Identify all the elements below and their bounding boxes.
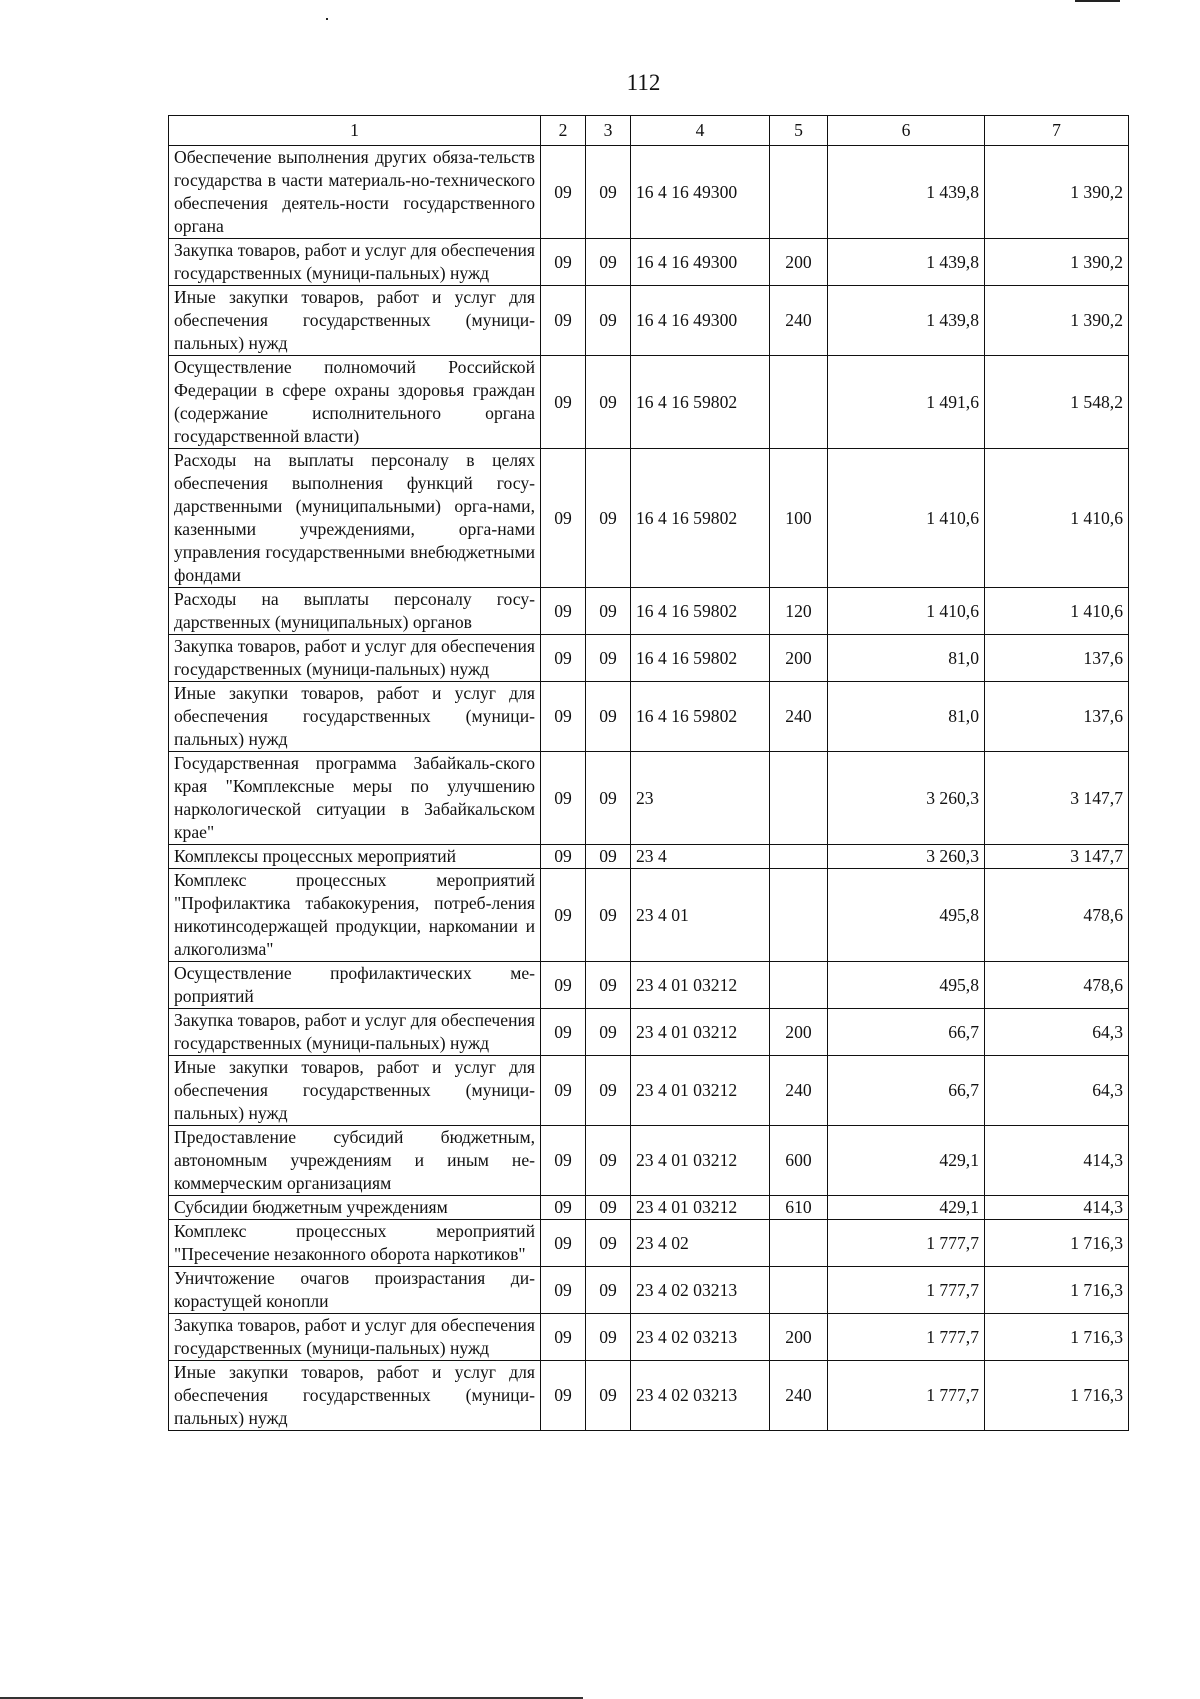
header-col-6: 6 [828, 116, 985, 146]
row-amount-1-cell: 1 777,7 [828, 1267, 985, 1314]
row-name-cell: Комплекс процессных мероприятий "Пресечение незаконного оборота наркотиков" [169, 1220, 541, 1267]
row-name-cell: Закупка товаров, работ и услуг для обеспечения государственных (муници-пальных) нужд [169, 635, 541, 682]
row-name-cell: Иные закупки товаров, работ и услуг для обеспечения государственных (муници-пальных) нужд [169, 1056, 541, 1126]
row-name-cell: Иные закупки товаров, работ и услуг для обеспечения государственных (муници-пальных) нужд [169, 286, 541, 356]
row-code-cell: 16 4 16 59802 [631, 588, 770, 635]
row-amount-2-cell: 478,6 [985, 962, 1129, 1009]
row-amount-2-cell: 137,6 [985, 635, 1129, 682]
row-col3-cell: 09 [586, 449, 631, 588]
row-code-cell: 23 4 02 [631, 1220, 770, 1267]
row-amount-1-cell: 1 410,6 [828, 449, 985, 588]
row-col2-cell: 09 [541, 1126, 586, 1196]
header-col-4: 4 [631, 116, 770, 146]
table-row [169, 1009, 1129, 1056]
row-type-cell [770, 962, 828, 1009]
row-amount-1-cell: 1 439,8 [828, 146, 985, 239]
row-amount-1-cell: 1 491,6 [828, 356, 985, 449]
row-code-cell: 23 4 01 03212 [631, 1196, 770, 1220]
table-row [169, 1267, 1129, 1314]
row-name-cell: Государственная программа Забайкаль-ского края "Комплексные меры по улучшению наркологической ситуации в Забайкальском крае" [169, 752, 541, 845]
row-code-cell: 23 4 01 03212 [631, 1126, 770, 1196]
table-row [169, 239, 1129, 286]
row-col3-cell: 09 [586, 962, 631, 1009]
row-code-cell: 16 4 16 59802 [631, 682, 770, 752]
row-col2-cell: 09 [541, 1361, 586, 1431]
row-amount-1-cell: 429,1 [828, 1126, 985, 1196]
row-amount-1-cell: 66,7 [828, 1056, 985, 1126]
row-amount-1-cell: 3 260,3 [828, 752, 985, 845]
row-amount-1-cell: 1 410,6 [828, 588, 985, 635]
row-name-cell: Иные закупки товаров, работ и услуг для обеспечения государственных (муници-пальных) нужд [169, 682, 541, 752]
row-amount-1-cell: 66,7 [828, 1009, 985, 1056]
row-code-cell: 16 4 16 59802 [631, 449, 770, 588]
row-col3-cell: 09 [586, 1009, 631, 1056]
row-name-cell: Субсидии бюджетным учреждениям [169, 1196, 541, 1220]
row-name-cell: Закупка товаров, работ и услуг для обеспечения государственных (муници-пальных) нужд [169, 239, 541, 286]
row-col3-cell: 09 [586, 1361, 631, 1431]
table-row [169, 286, 1129, 356]
row-col2-cell: 09 [541, 869, 586, 962]
row-code-cell: 23 4 [631, 845, 770, 869]
row-name-cell: Расходы на выплаты персоналу госу-дарственных (муниципальных) органов [169, 588, 541, 635]
row-code-cell: 23 4 02 03213 [631, 1267, 770, 1314]
row-amount-1-cell: 1 777,7 [828, 1220, 985, 1267]
table-row [169, 1196, 1129, 1220]
row-type-cell: 100 [770, 449, 828, 588]
row-code-cell: 23 4 02 03213 [631, 1314, 770, 1361]
row-col3-cell: 09 [586, 1220, 631, 1267]
page-number: 112 [626, 70, 661, 95]
row-code-cell: 23 4 01 03212 [631, 1056, 770, 1126]
row-amount-1-cell: 1 777,7 [828, 1314, 985, 1361]
row-col3-cell: 09 [586, 356, 631, 449]
row-col3-cell: 09 [586, 239, 631, 286]
row-amount-1-cell: 495,8 [828, 962, 985, 1009]
row-amount-1-cell: 495,8 [828, 869, 985, 962]
row-type-cell [770, 869, 828, 962]
row-col3-cell: 09 [586, 1267, 631, 1314]
row-type-cell [770, 752, 828, 845]
row-type-cell: 120 [770, 588, 828, 635]
table-row [169, 356, 1129, 449]
row-name-cell: Иные закупки товаров, работ и услуг для обеспечения государственных (муници-пальных) нужд [169, 1361, 541, 1431]
row-amount-2-cell: 1 410,6 [985, 588, 1129, 635]
row-code-cell: 23 4 02 03213 [631, 1361, 770, 1431]
row-col3-cell: 09 [586, 1056, 631, 1126]
row-name-cell: Уничтожение очагов произрастания ди-корастущей конопли [169, 1267, 541, 1314]
table-row [169, 1220, 1129, 1267]
row-col3-cell: 09 [586, 588, 631, 635]
row-name-cell: Обеспечение выполнения других обяза-тельств государства в части материаль-но-технического обеспечения деятель-ности государственного органа [169, 146, 541, 239]
row-amount-2-cell: 64,3 [985, 1056, 1129, 1126]
row-name-cell: Закупка товаров, работ и услуг для обеспечения государственных (муници-пальных) нужд [169, 1314, 541, 1361]
row-amount-2-cell: 1 716,3 [985, 1361, 1129, 1431]
row-type-cell: 240 [770, 1056, 828, 1126]
row-amount-2-cell: 1 716,3 [985, 1314, 1129, 1361]
row-amount-2-cell: 414,3 [985, 1196, 1129, 1220]
row-amount-2-cell: 137,6 [985, 682, 1129, 752]
row-col2-cell: 09 [541, 1056, 586, 1126]
row-col2-cell: 09 [541, 962, 586, 1009]
header-col-3: 3 [586, 116, 631, 146]
table-row [169, 1056, 1129, 1126]
row-name-cell: Осуществление полномочий Российской Федерации в сфере охраны здоровья граждан (содержание исполнительного органа государственной власти) [169, 356, 541, 449]
row-type-cell [770, 1267, 828, 1314]
table-body [169, 146, 1129, 1431]
row-amount-1-cell: 429,1 [828, 1196, 985, 1220]
table-row [169, 962, 1129, 1009]
row-type-cell: 600 [770, 1126, 828, 1196]
row-amount-2-cell: 1 716,3 [985, 1220, 1129, 1267]
header-col-1: 1 [169, 116, 541, 146]
row-col3-cell: 09 [586, 1126, 631, 1196]
table-row [169, 752, 1129, 845]
row-col3-cell: 09 [586, 286, 631, 356]
row-col2-cell: 09 [541, 635, 586, 682]
row-amount-1-cell: 1 777,7 [828, 1361, 985, 1431]
budget-table [168, 115, 1129, 1431]
row-amount-2-cell: 414,3 [985, 1126, 1129, 1196]
row-code-cell: 23 [631, 752, 770, 845]
row-col3-cell: 09 [586, 146, 631, 239]
row-name-cell: Осуществление профилактических ме-роприятий [169, 962, 541, 1009]
row-amount-2-cell: 1 390,2 [985, 146, 1129, 239]
row-amount-2-cell: 478,6 [985, 869, 1129, 962]
row-amount-2-cell: 1 548,2 [985, 356, 1129, 449]
scan-edge-mark [1075, 0, 1120, 2]
row-col3-cell: 09 [586, 869, 631, 962]
table-row [169, 635, 1129, 682]
row-type-cell: 240 [770, 286, 828, 356]
row-col3-cell: 09 [586, 635, 631, 682]
row-col2-cell: 09 [541, 682, 586, 752]
row-amount-1-cell: 1 439,8 [828, 239, 985, 286]
header-col-7: 7 [985, 116, 1129, 146]
row-col2-cell: 09 [541, 752, 586, 845]
row-type-cell [770, 146, 828, 239]
row-col3-cell: 09 [586, 1314, 631, 1361]
row-type-cell: 610 [770, 1196, 828, 1220]
row-amount-2-cell: 3 147,7 [985, 752, 1129, 845]
row-amount-2-cell: 1 390,2 [985, 239, 1129, 286]
row-type-cell [770, 1220, 828, 1267]
table-row [169, 1361, 1129, 1431]
row-col2-cell: 09 [541, 1314, 586, 1361]
row-col2-cell: 09 [541, 588, 586, 635]
row-code-cell: 16 4 16 59802 [631, 635, 770, 682]
scan-speck [326, 18, 328, 20]
header-col-5: 5 [770, 116, 828, 146]
row-col2-cell: 09 [541, 146, 586, 239]
table-row [169, 869, 1129, 962]
row-col2-cell: 09 [541, 845, 586, 869]
row-amount-1-cell: 81,0 [828, 635, 985, 682]
row-amount-1-cell: 81,0 [828, 682, 985, 752]
row-col3-cell: 09 [586, 845, 631, 869]
row-type-cell: 200 [770, 1314, 828, 1361]
row-amount-2-cell: 1 716,3 [985, 1267, 1129, 1314]
row-name-cell: Закупка товаров, работ и услуг для обеспечения государственных (муници-пальных) нужд [169, 1009, 541, 1056]
row-type-cell [770, 356, 828, 449]
row-amount-1-cell: 1 439,8 [828, 286, 985, 356]
table-row [169, 682, 1129, 752]
row-code-cell: 23 4 01 [631, 869, 770, 962]
row-name-cell: Предоставление субсидий бюджетным, автономным учреждениям и иным не-коммерческим организациям [169, 1126, 541, 1196]
row-col2-cell: 09 [541, 1267, 586, 1314]
table-row [169, 1126, 1129, 1196]
row-col2-cell: 09 [541, 1220, 586, 1267]
row-col2-cell: 09 [541, 239, 586, 286]
row-type-cell [770, 845, 828, 869]
row-name-cell: Комплекс процессных мероприятий "Профилактика табакокурения, потреб-ления никотинсодержащей продукции, наркомании и алкоголизма" [169, 869, 541, 962]
table-row [169, 845, 1129, 869]
table-row [169, 588, 1129, 635]
row-col3-cell: 09 [586, 682, 631, 752]
row-col2-cell: 09 [541, 449, 586, 588]
row-name-cell: Комплексы процессных мероприятий [169, 845, 541, 869]
row-col2-cell: 09 [541, 1196, 586, 1220]
row-code-cell: 16 4 16 49300 [631, 239, 770, 286]
row-name-cell: Расходы на выплаты персоналу в целях обеспечения выполнения функций госу-дарственными (муниципальными) орга-нами, казенными учреждениями, орга-нами управления государственными внебюджетными фондами [169, 449, 541, 588]
row-col2-cell: 09 [541, 356, 586, 449]
row-amount-1-cell: 3 260,3 [828, 845, 985, 869]
row-type-cell: 200 [770, 239, 828, 286]
row-type-cell: 240 [770, 682, 828, 752]
row-type-cell: 200 [770, 1009, 828, 1056]
row-col2-cell: 09 [541, 1009, 586, 1056]
row-code-cell: 16 4 16 59802 [631, 356, 770, 449]
row-code-cell: 16 4 16 49300 [631, 146, 770, 239]
row-col3-cell: 09 [586, 752, 631, 845]
row-code-cell: 23 4 01 03212 [631, 1009, 770, 1056]
row-amount-2-cell: 64,3 [985, 1009, 1129, 1056]
row-type-cell: 240 [770, 1361, 828, 1431]
row-type-cell: 200 [770, 635, 828, 682]
header-col-2: 2 [541, 116, 586, 146]
row-col3-cell: 09 [586, 1196, 631, 1220]
row-col2-cell: 09 [541, 286, 586, 356]
table-row [169, 146, 1129, 239]
row-amount-2-cell: 1 410,6 [985, 449, 1129, 588]
table-row [169, 1314, 1129, 1361]
row-amount-2-cell: 3 147,7 [985, 845, 1129, 869]
row-code-cell: 16 4 16 49300 [631, 286, 770, 356]
table-header-row [169, 116, 1129, 146]
row-amount-2-cell: 1 390,2 [985, 286, 1129, 356]
table-row [169, 449, 1129, 588]
row-code-cell: 23 4 01 03212 [631, 962, 770, 1009]
